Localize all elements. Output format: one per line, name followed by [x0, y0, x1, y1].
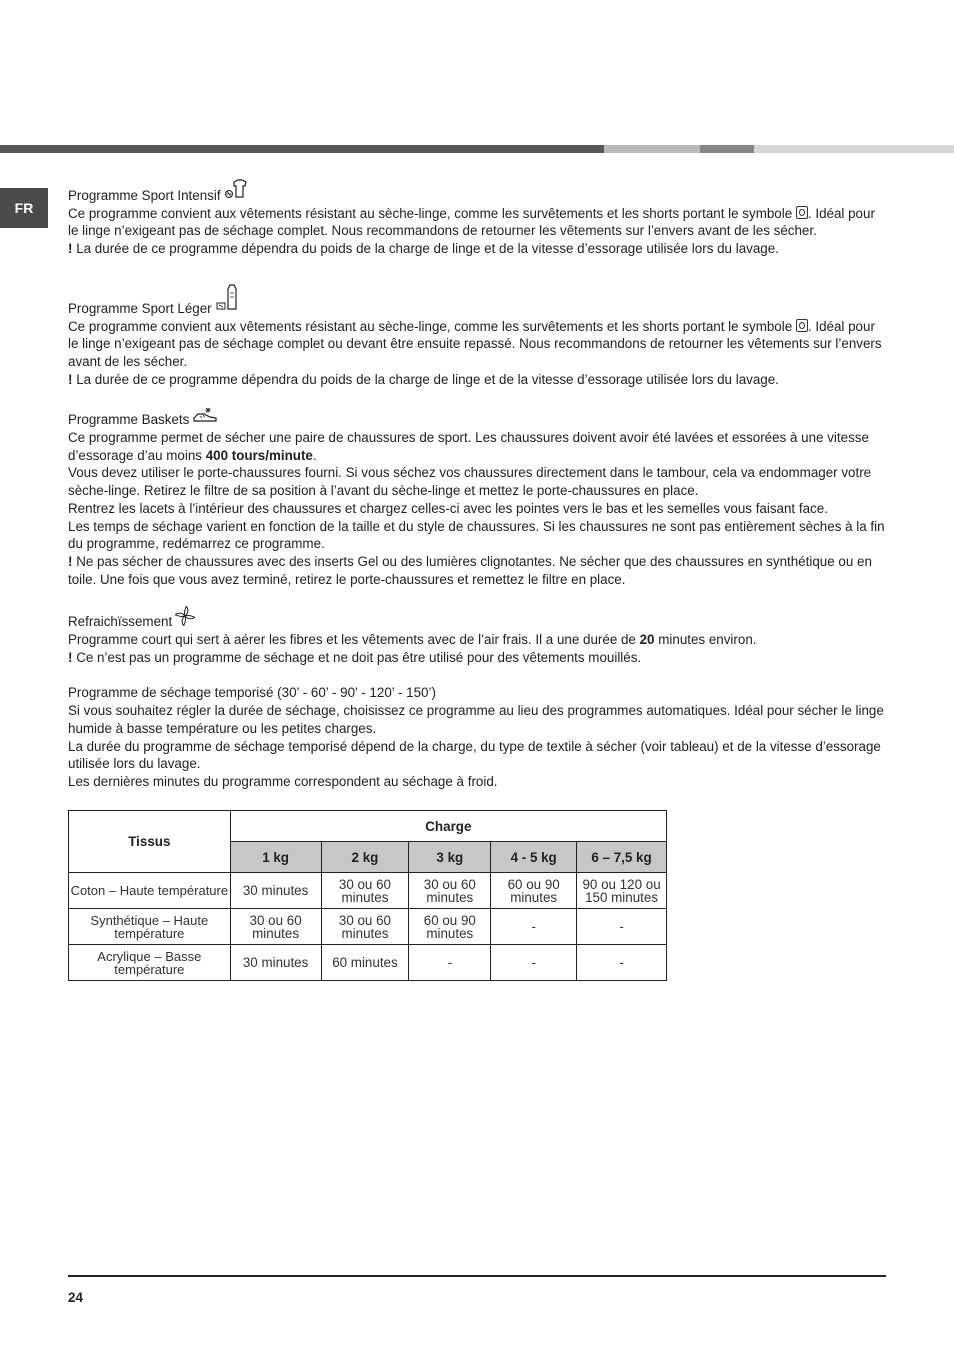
section-title: Programme Baskets [68, 412, 190, 428]
header-load: 3 kg [409, 842, 491, 873]
warning-text: La durée de ce programme dépendra du poids de la charge de linge et de la vitesse d’essorage utilisée lors du lavage. [72, 371, 779, 387]
footer-divider [68, 1275, 886, 1277]
warning-mark: ! [68, 371, 73, 387]
warning-note [68, 649, 888, 667]
section-title: Programme de séchage temporisé [68, 685, 274, 701]
warning-text: Ne pas sécher de chaussures avec des inserts Gel ou des lumières clignotantes. Ne sécher que des chaussures en synthétique ou en toile. Une fois que vous avez terminé, retirez le porte-chaussures et remettez le filtre en place. [68, 553, 872, 587]
time-cell: 30 minutes [230, 945, 321, 981]
time-cell: 30 ou 60 minutes [321, 873, 409, 909]
paragraph-text: Ce programme permet de sécher une paire de chaussures de sport. Les chaussures doivent avoir été lavées et essorées à une vitesse d’essorage d’au moins [68, 430, 869, 463]
time-cell: - [577, 945, 667, 981]
duration-value: 20 [639, 632, 655, 648]
section-sechage-temporise [68, 684, 888, 790]
warning-note [68, 240, 888, 258]
table-row [69, 945, 667, 981]
drying-time-table [68, 810, 667, 981]
paragraph-text: . [312, 447, 317, 463]
header-load: 2 kg [321, 842, 409, 873]
main-content [68, 178, 888, 809]
section-paragraph: Vous devez utiliser le porte-chaussures fourni. Si vous séchez vos chaussures directement dans le tambour, cela va endommager votre sèche-linge. Retirez le filtre de sa position à l’avant du sèche-linge et mettez le porte-chaussures en place. [68, 465, 872, 499]
section-paragraph: Si vous souhaitez régler la durée de séchage, choisissez ce programme au lieu des programmes automatiques. Idéal pour sécher le linge humide à basse température ou les petites charges. [68, 703, 884, 736]
table-row [69, 873, 667, 909]
language-tab: FR [0, 188, 48, 228]
time-cell: 30 ou 60 minutes [409, 873, 491, 909]
time-cell: - [577, 909, 667, 945]
section-title: Programme Sport Léger [68, 300, 212, 316]
tumble-dry-symbol-icon [796, 206, 808, 219]
warning-mark: ! [68, 241, 73, 257]
time-cell: 30 ou 60 minutes [230, 909, 321, 945]
section-paragraph [68, 429, 888, 464]
header-load: 1 kg [230, 842, 321, 873]
section-paragraph [68, 318, 888, 371]
warning-note [68, 553, 888, 588]
section-baskets [68, 406, 888, 588]
paragraph-text: Ce programme convient aux vêtements résistant au sèche-linge, comme les survêtements et les shorts portant le symbole [68, 318, 793, 334]
section-paragraph: Les dernières minutes du programme correspondent au séchage à froid. [68, 773, 498, 789]
page-number: 24 [68, 1290, 83, 1305]
paragraph-text: Programme court qui sert à aérer les fibres et les vêtements avec de l’air frais. Il a une durée de [68, 632, 640, 648]
section-refraichissement [68, 606, 888, 666]
sport-leger-icon [215, 283, 241, 318]
time-cell: 60 ou 90 minutes [491, 873, 577, 909]
section-heading [68, 283, 888, 318]
baskets-icon [192, 406, 218, 429]
paragraph-text: Ce programme convient aux vêtements résistant au sèche-linge, comme les survêtements et les shorts portant le symbole [68, 205, 793, 221]
section-heading [68, 684, 888, 702]
tumble-dry-symbol-icon [796, 319, 808, 332]
fabric-cell: Synthétique – Haute température [69, 909, 231, 945]
section-title: Programme Sport Intensif [68, 188, 221, 203]
spin-speed-value: 400 tours/minute [205, 447, 313, 463]
paragraph-text: . Idéal pour le linge n’exigeant pas de séchage complet. Nous recommandons de retourner les vêtements sur l’envers avant de les sécher. [68, 205, 875, 239]
sport-intensif-icon [224, 178, 248, 205]
section-sport-leger [68, 283, 888, 389]
header-color-bar [0, 145, 954, 153]
header-load: 4 - 5 kg [491, 842, 577, 873]
header-load: 6 – 7,5 kg [577, 842, 667, 873]
paragraph-text: . Idéal pour le linge n’exigeant pas de séchage complet ou devant être ensuite repassé. Nous recommandons de retourner les vêtements sur l’envers avant de les sécher. [68, 318, 882, 369]
header-bar-segment-dark [0, 145, 604, 153]
time-cell: 30 ou 60 minutes [321, 909, 409, 945]
section-paragraph [68, 631, 888, 649]
time-cell: - [409, 945, 491, 981]
section-sport-intensif [68, 178, 888, 258]
header-bar-segment-pale [754, 145, 954, 153]
warning-mark: ! [68, 649, 73, 665]
section-paragraph: La durée du programme de séchage temporisé dépend de la charge, du type de textile à sécher (voir tableau) et de la vitesse d’essorage utilisée lors du lavage. [68, 738, 881, 772]
warning-text: Ce n’est pas un programme de séchage et ne doit pas être utilisé pour des vêtements mouillés. [72, 649, 642, 665]
time-options: (30’ - 60’ - 90’ - 120’ - 150’) [273, 685, 436, 701]
fabric-cell: Coton – Haute température [69, 873, 231, 909]
header-bar-segment-light [604, 145, 700, 153]
table-row [69, 909, 667, 945]
time-cell: 90 ou 120 ou 150 minutes [577, 873, 667, 909]
fan-icon [175, 606, 195, 631]
section-paragraph: Les temps de séchage varient en fonction de la taille et du style de chaussures. Si les chaussures ne sont pas entièrement sèches à la fin du programme, redémarrez ce programme. [68, 518, 885, 552]
section-paragraph: Rentrez les lacets à l’intérieur des chaussures et chargez celles-ci avec les pointes vers le bas et les semelles vous faisant face. [68, 500, 828, 516]
time-cell: 60 ou 90 minutes [409, 909, 491, 945]
warning-mark: ! [68, 553, 73, 569]
section-paragraph [68, 205, 888, 240]
section-heading [68, 178, 888, 205]
section-heading [68, 606, 888, 631]
time-cell: - [491, 909, 577, 945]
time-cell: 30 minutes [230, 873, 321, 909]
header-bar-segment-mid [700, 145, 754, 153]
warning-text: La durée de ce programme dépendra du poids de la charge de linge et de la vitesse d’essorage utilisée lors du lavage. [72, 241, 779, 257]
time-cell: 60 minutes [321, 945, 409, 981]
section-title: Refraichïssement [68, 614, 173, 630]
paragraph-text: minutes environ. [654, 632, 757, 648]
header-charge: Charge [230, 811, 666, 842]
fabric-cell: Acrylique – Basse température [69, 945, 231, 981]
time-cell: - [491, 945, 577, 981]
section-heading [68, 406, 888, 429]
warning-note [68, 371, 888, 389]
header-tissus: Tissus [69, 811, 231, 873]
